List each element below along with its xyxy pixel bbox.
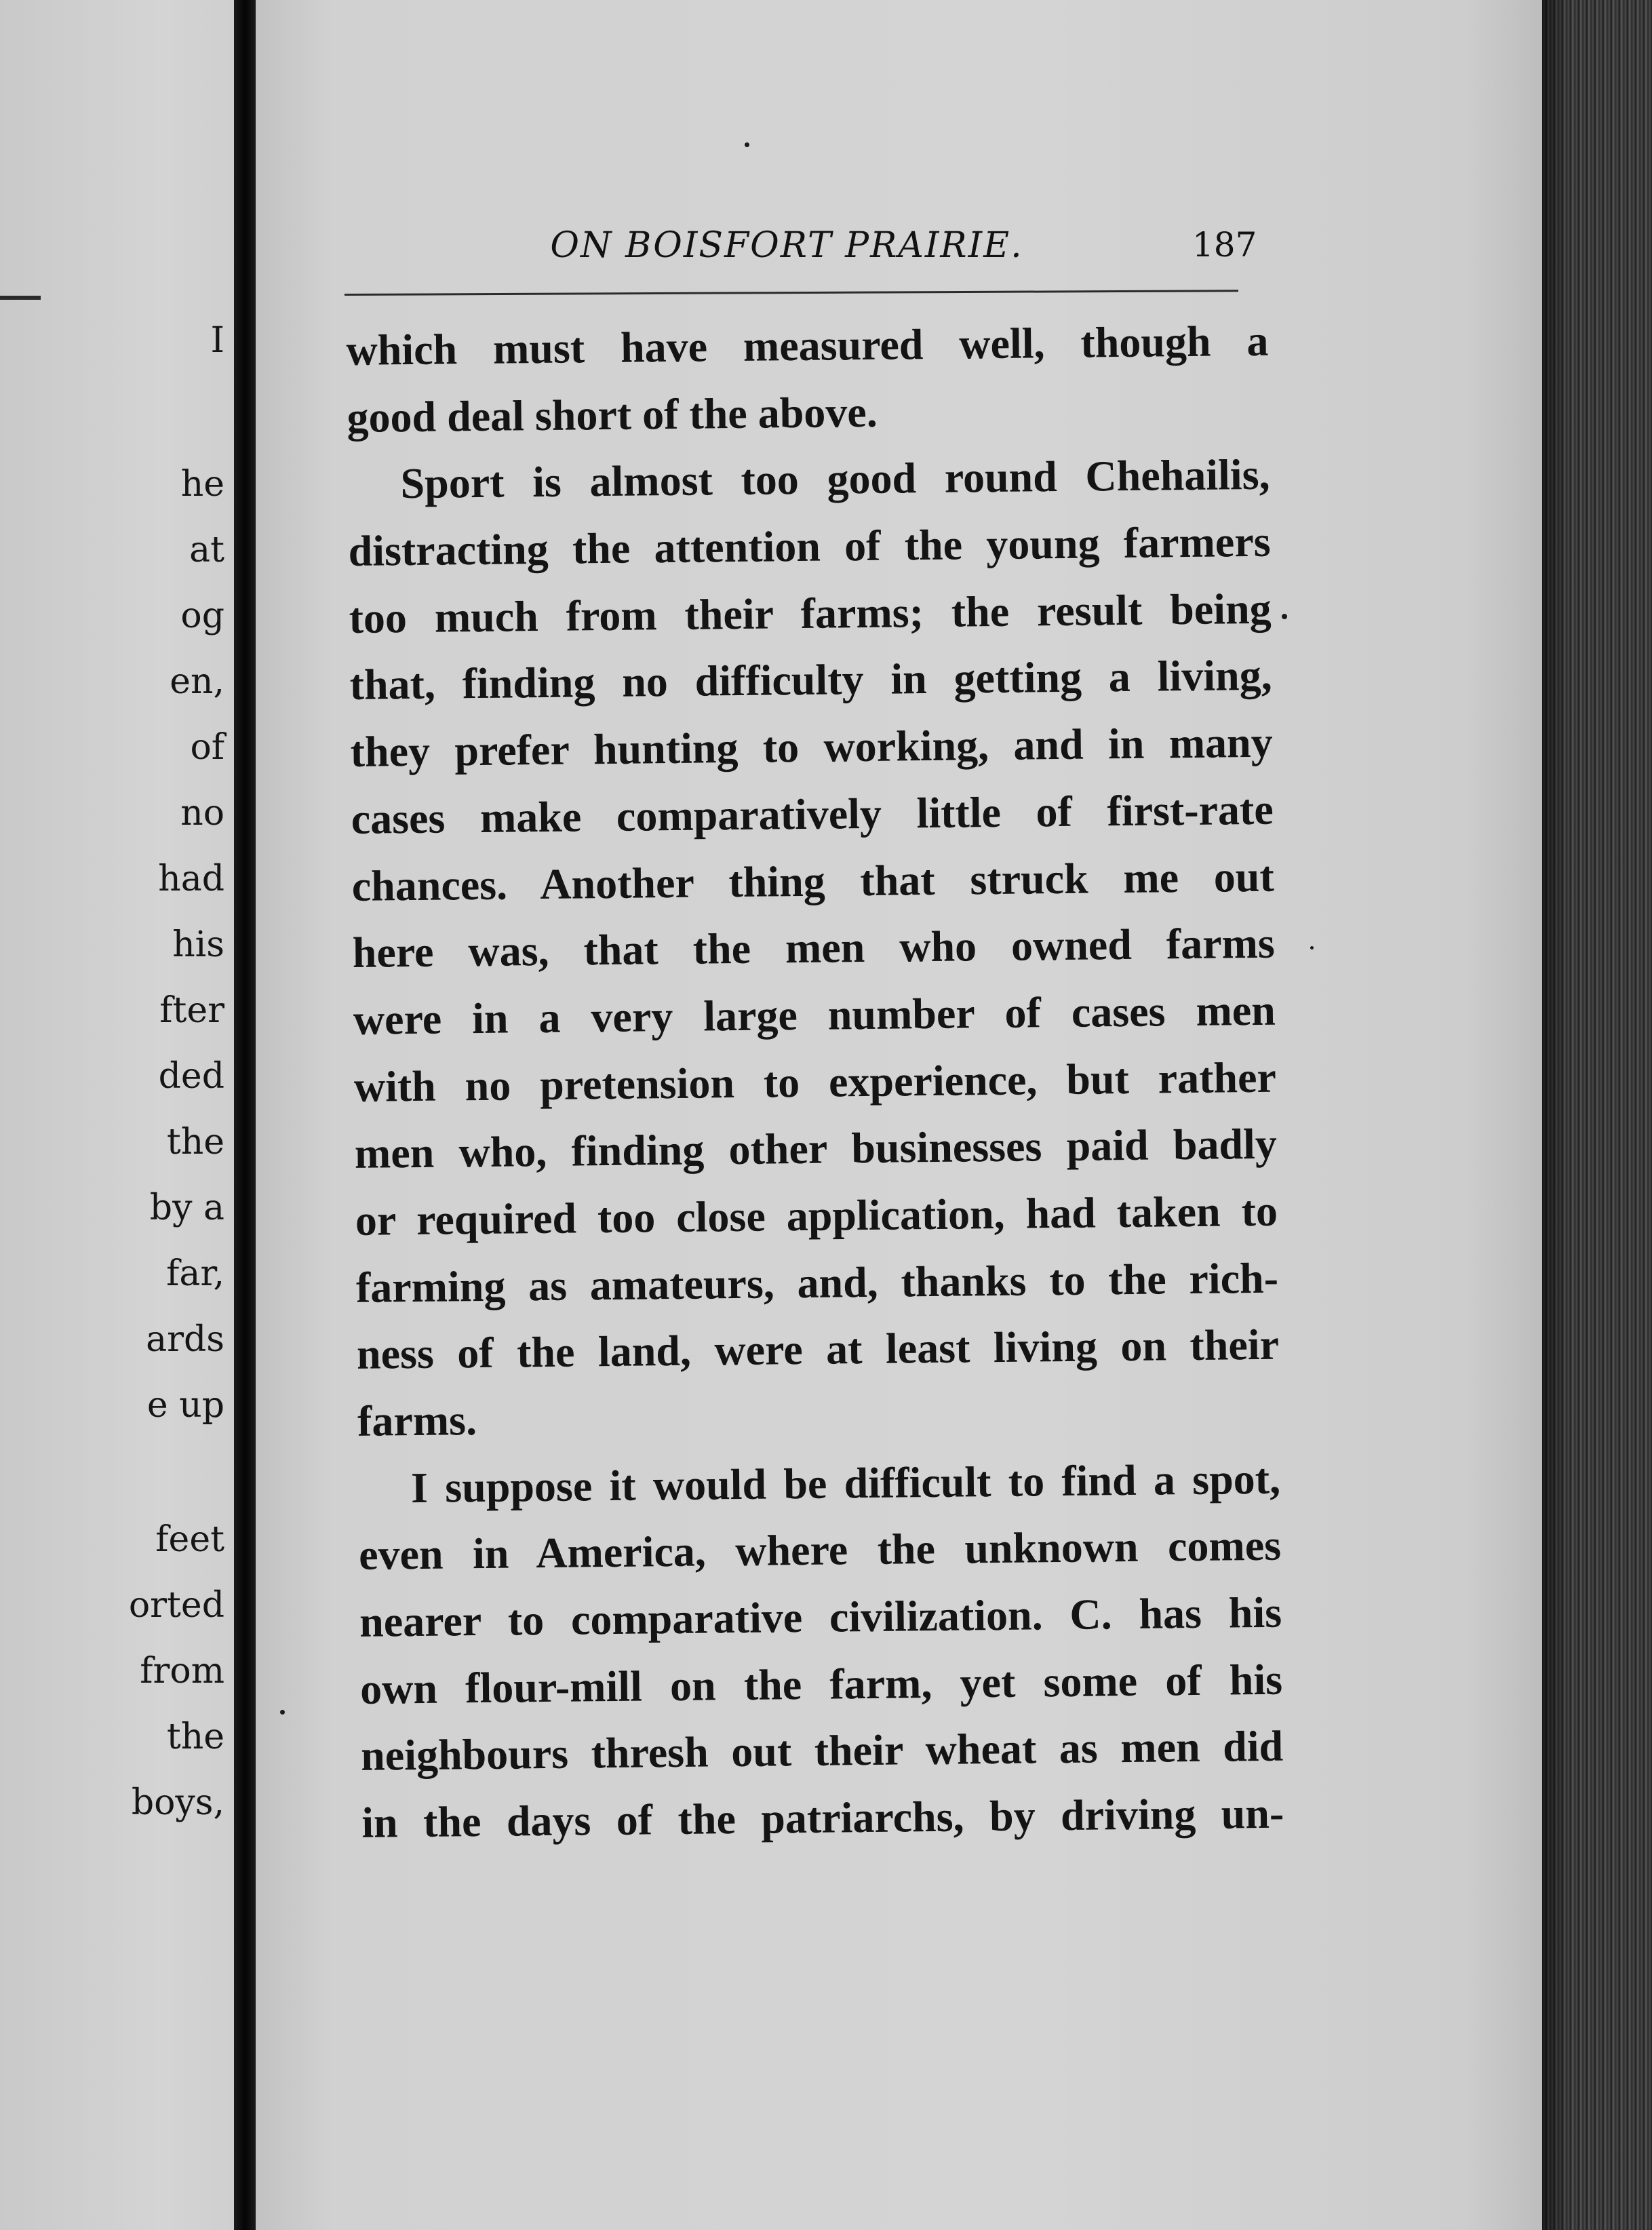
previous-page-line: had bbox=[158, 859, 224, 899]
previous-page-line: e up bbox=[146, 1385, 224, 1426]
text-line: men who, finding other businesses paid badly bbox=[354, 1119, 1278, 1178]
previous-page-line: far, bbox=[166, 1253, 224, 1294]
previous-page-line: orted bbox=[128, 1585, 224, 1626]
previous-page-line: fter bbox=[159, 990, 224, 1031]
text-line: with no pretension to experience, but rather bbox=[353, 1053, 1277, 1111]
previous-page-line: boys, bbox=[131, 1782, 224, 1823]
text-line: or required too close application, had taken to bbox=[355, 1186, 1278, 1245]
paragraph-first-line: Sport is almost too good round Chehailis, bbox=[400, 450, 1270, 508]
text-line: cases make comparatively little of first-rate bbox=[351, 785, 1274, 843]
paragraph-first-line: I suppose it would be difficult to find a spot, bbox=[410, 1454, 1281, 1512]
page-number: 187 bbox=[1192, 225, 1257, 265]
previous-page-line: he bbox=[180, 464, 224, 505]
text-line: even in America, where the unknown comes bbox=[358, 1521, 1282, 1580]
previous-page-line: from bbox=[140, 1651, 224, 1691]
previous-page-line: I bbox=[210, 320, 224, 361]
scan-speck bbox=[1310, 946, 1314, 950]
scan-speck bbox=[1282, 614, 1287, 619]
previous-page-line: of bbox=[190, 727, 224, 768]
text-line: distracting the attention of the young farmers bbox=[348, 517, 1271, 576]
text-line: here was, that the men who owned farms bbox=[352, 918, 1276, 977]
previous-page-line: the bbox=[166, 1122, 224, 1162]
text-line: too much from their farms; the result being bbox=[349, 584, 1272, 642]
running-head: ON BOISFORT PRAIRIE. bbox=[550, 225, 1023, 266]
previous-page-line: ded bbox=[158, 1056, 224, 1097]
text-line: they prefer hunting to working, and in many bbox=[350, 718, 1274, 777]
text-line: good deal short of the above. bbox=[347, 387, 878, 442]
previous-page-line: his bbox=[172, 924, 224, 965]
text-line: farming as amateurs, and, thanks to the rich- bbox=[355, 1253, 1279, 1312]
text-line: nearer to comparative civilization. C. has his bbox=[359, 1588, 1282, 1646]
text-line: ness of the land, were at least living on their bbox=[356, 1320, 1280, 1379]
text-line: were in a very large number of cases men bbox=[353, 985, 1276, 1044]
previous-page-line: og bbox=[180, 595, 224, 636]
text-line: chances. Another thing that struck me out bbox=[351, 852, 1275, 910]
previous-page bbox=[0, 0, 234, 2230]
previous-page-line: ards bbox=[146, 1319, 224, 1360]
text-line: farms. bbox=[357, 1396, 477, 1445]
previous-page-rule bbox=[0, 296, 41, 300]
text-line: own flour-mill on the farm, yet some of his bbox=[359, 1655, 1283, 1713]
previous-page-line: en, bbox=[170, 661, 224, 702]
book-gutter bbox=[234, 0, 256, 2230]
previous-page-line: by a bbox=[149, 1188, 224, 1228]
text-line: that, finding no difficulty in getting a living, bbox=[349, 651, 1272, 709]
body-text bbox=[346, 308, 1284, 1857]
scan-speck bbox=[745, 142, 749, 147]
previous-page-line: at bbox=[189, 530, 224, 570]
scan-speck bbox=[280, 1710, 285, 1715]
previous-page-line: feet bbox=[155, 1519, 224, 1560]
previous-page-line: no bbox=[180, 793, 224, 834]
previous-page-line: the bbox=[166, 1717, 224, 1757]
text-line: neighbours thresh out their wheat as men did bbox=[360, 1722, 1284, 1780]
text-line: in the days of the patriarchs, by driving un- bbox=[361, 1788, 1284, 1847]
text-line: which must have measured well, though a bbox=[346, 316, 1269, 374]
fore-edge-shadow bbox=[1542, 0, 1569, 2230]
